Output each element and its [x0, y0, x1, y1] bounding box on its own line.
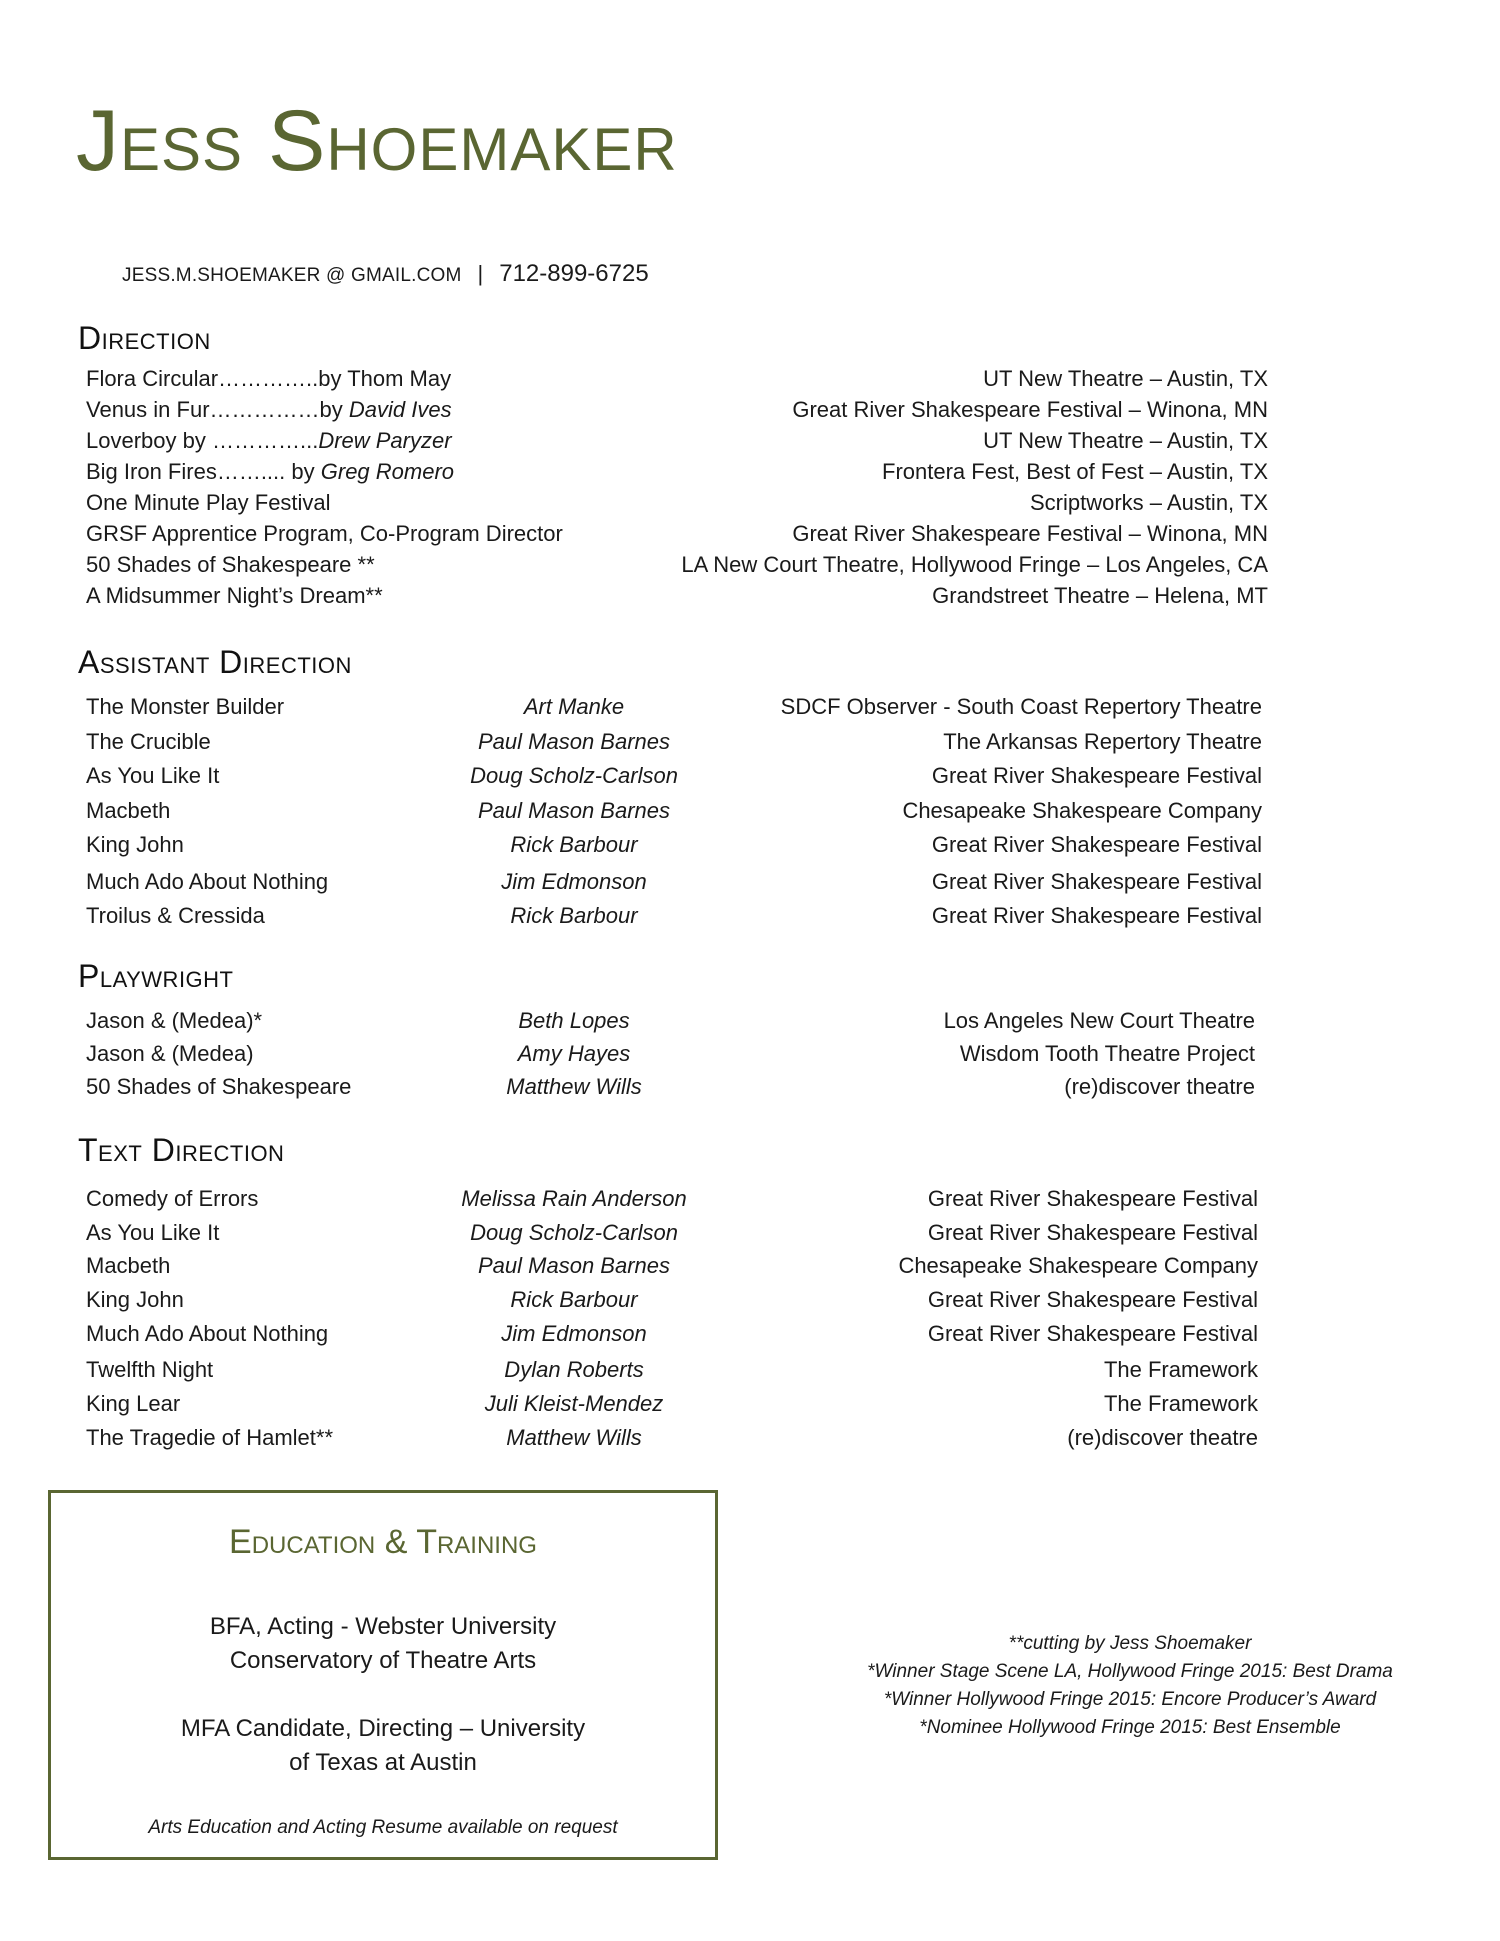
- credit-person-name: Rick Barbour: [510, 832, 638, 857]
- credit-title-text: A Midsummer Night’s Dream**: [86, 583, 383, 608]
- credit-venue: Great River Shakespeare Festival: [927, 1219, 1258, 1245]
- credit-by: by Thom May: [318, 366, 452, 391]
- credit-person-name: Melissa Rain Anderson: [461, 1186, 687, 1211]
- credit-venue: Great River Shakespeare Festival – Winona, MN: [792, 397, 1268, 422]
- credit-venue: Great River Shakespeare Festival – Winona, MN: [792, 521, 1268, 546]
- credit-person-name: Art Manke: [523, 694, 625, 719]
- credit-person-name: Dylan Roberts: [504, 1357, 644, 1383]
- footnote: **cutting by Jess Shoemaker: [1008, 1633, 1252, 1654]
- credit-venue: Great River Shakespeare Festival: [927, 1186, 1258, 1211]
- credit-author: David Ives: [348, 397, 452, 422]
- credit-venue: Frontera Fest, Best of Fest – Austin, TX: [882, 459, 1268, 484]
- credit-venue: Great River Shakespeare Festival: [931, 832, 1262, 857]
- credit-title: Macbeth: [86, 797, 171, 823]
- credit-person-name: Doug Scholz-Carlson: [470, 763, 678, 788]
- credit-venue: Great River Shakespeare Festival: [931, 903, 1262, 928]
- credit-person-name: Paul Mason Barnes: [478, 1253, 670, 1279]
- credit-person-name: Matthew Wills: [506, 1424, 642, 1450]
- credit-title: Troilus & Cressida: [86, 903, 265, 928]
- credit-venue: Great River Shakespeare Festival: [927, 1287, 1258, 1313]
- credit-person-name: Juli Kleist-Mendez: [484, 1391, 664, 1417]
- degree-mfa: [51, 1712, 715, 1780]
- credit-title: King John: [86, 832, 184, 857]
- credit-title: King Lear: [86, 1391, 181, 1417]
- credit-venue: SDCF Observer - South Coast Repertory Theatre: [780, 694, 1262, 719]
- credit-venue: Los Angeles New Court Theatre: [943, 1008, 1255, 1033]
- credit-venue: The Framework: [1103, 1391, 1258, 1417]
- credit-title-text: Loverboy by …………...: [86, 428, 319, 453]
- phone-number[interactable]: 712-899-6725: [499, 260, 649, 287]
- degree-bfa: [51, 1610, 715, 1678]
- credit-title-text: Big Iron Fires……....: [86, 459, 292, 484]
- degree-bfa-line2: Conservatory of Theatre Arts: [229, 1647, 537, 1674]
- footnotes: [830, 1630, 1430, 1742]
- credit-title: 50 Shades of Shakespeare: [86, 1074, 352, 1099]
- section-title-direction: Direction: [78, 320, 211, 356]
- credit-venue: Grandstreet Theatre – Helena, MT: [932, 583, 1268, 608]
- credit-title: Macbeth: [86, 1253, 171, 1279]
- credit-person-name: Paul Mason Barnes: [478, 797, 670, 823]
- credit-title: As You Like It: [86, 1219, 220, 1245]
- credit-venue: LA New Court Theatre, Hollywood Fringe – Los Angeles, CA: [681, 552, 1268, 577]
- credit-venue: Scriptworks – Austin, TX: [1029, 490, 1268, 515]
- credit-person-name: Amy Hayes: [517, 1041, 631, 1066]
- credit-person-name: Paul Mason Barnes: [478, 728, 670, 754]
- credit-title-text: GRSF Apprentice Program, Co-Program Director: [86, 521, 563, 546]
- footnote: *Nominee Hollywood Fringe 2015: Best Ensemble: [919, 1717, 1341, 1738]
- credit-title: Twelfth Night: [86, 1357, 214, 1383]
- credit-title: Much Ado About Nothing: [86, 868, 329, 894]
- degree-bfa-line1: BFA, Acting - Webster University: [209, 1613, 557, 1640]
- credit-title: Jason & (Medea)*: [86, 1008, 263, 1033]
- credit-venue: UT New Theatre – Austin, TX: [983, 428, 1268, 453]
- credit-venue: (re)discover theatre: [1064, 1074, 1255, 1099]
- degree-mfa-line2: of Texas at Austin: [289, 1749, 477, 1776]
- credit-venue: Great River Shakespeare Festival: [927, 1320, 1258, 1346]
- credit-title-text: Flora Circular…………..: [86, 366, 319, 391]
- footnote: *Winner Stage Scene LA, Hollywood Fringe 2015: Best Drama: [867, 1661, 1393, 1682]
- contact-separator: |: [477, 261, 484, 286]
- education-note: Arts Education and Acting Resume available on request: [148, 1817, 618, 1838]
- credit-title: Comedy of Errors: [86, 1186, 259, 1211]
- credit-title: Jason & (Medea): [86, 1041, 254, 1066]
- education-title: Education & Training: [229, 1523, 537, 1561]
- credit-title: As You Like It: [86, 763, 220, 788]
- credit-title-text: Venus in Fur……………: [86, 397, 320, 422]
- contact-line: [122, 260, 649, 288]
- section-title-text-direction: Text Direction: [78, 1132, 285, 1168]
- credit-by: by: [319, 397, 349, 422]
- credit-venue: Chesapeake Shakespeare Company: [898, 1253, 1258, 1279]
- education-box: [48, 1490, 718, 1860]
- credit-title: Much Ado About Nothing: [86, 1320, 329, 1346]
- credit-person-name: Rick Barbour: [510, 903, 638, 928]
- credit-title: King John: [86, 1287, 184, 1313]
- credit-title: The Crucible: [86, 728, 211, 754]
- email-address[interactable]: JESS.M.SHOEMAKER @ GMAIL.COM: [122, 265, 462, 286]
- credit-title-text: One Minute Play Festival: [86, 490, 331, 515]
- credit-person-name: Jim Edmonson: [501, 1320, 647, 1346]
- credit-venue: UT New Theatre – Austin, TX: [983, 366, 1268, 391]
- credit-venue: Great River Shakespeare Festival: [931, 763, 1262, 788]
- credit-title: The Monster Builder: [86, 694, 285, 719]
- credit-by: by: [291, 459, 321, 484]
- credit-person-name: Beth Lopes: [518, 1008, 630, 1033]
- credit-venue: The Framework: [1103, 1357, 1258, 1383]
- footnote: *Winner Hollywood Fringe 2015: Encore Producer’s Award: [883, 1689, 1377, 1710]
- credit-venue: Great River Shakespeare Festival: [931, 868, 1262, 894]
- credit-author: Greg Romero: [320, 459, 455, 484]
- credit-person-name: Matthew Wills: [506, 1074, 642, 1099]
- credit-venue: The Arkansas Repertory Theatre: [943, 728, 1262, 754]
- credit-title: The Tragedie of Hamlet**: [86, 1424, 334, 1450]
- section-title-assistant-direction: Assistant Direction: [78, 644, 352, 680]
- credit-venue: (re)discover theatre: [1067, 1424, 1258, 1450]
- credit-title-text: 50 Shades of Shakespeare **: [86, 552, 375, 577]
- degree-mfa-line1: MFA Candidate, Directing – University: [180, 1715, 586, 1742]
- credit-person-name: Jim Edmonson: [501, 868, 647, 894]
- credit-venue: Chesapeake Shakespeare Company: [902, 797, 1262, 823]
- credit-author: Drew Paryzer: [318, 428, 452, 453]
- section-title-playwright: Playwright: [78, 958, 234, 994]
- credit-person-name: Doug Scholz-Carlson: [470, 1219, 678, 1245]
- resume-name: Jess Shoemaker: [76, 93, 678, 189]
- credit-venue: Wisdom Tooth Theatre Project: [959, 1041, 1255, 1066]
- credit-person-name: Rick Barbour: [510, 1287, 638, 1313]
